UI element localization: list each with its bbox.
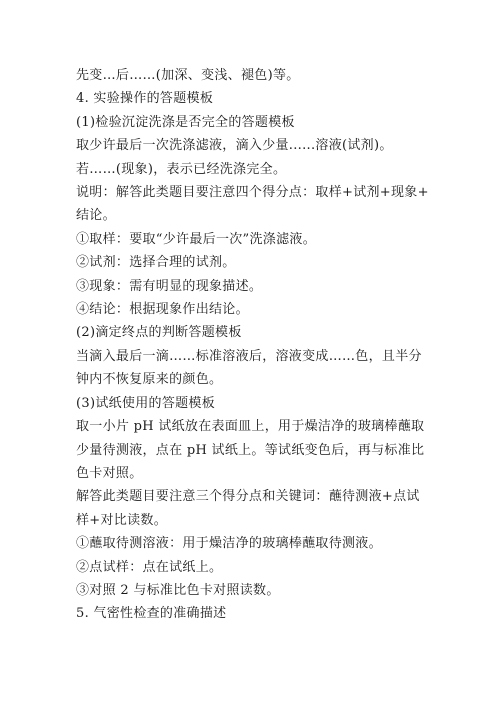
text-line: 说明：解答此类题目要注意四个得分点：取样+试剂+现象+: [76, 185, 429, 201]
text-line: 取少许最后一次洗涤滤液，滴入少量......溶液(试剂)。: [76, 138, 393, 154]
text-line: 先变…后……(加深、变浅、褪色)等。: [76, 68, 300, 83]
subsection-heading: (1)检验沉淀洗涤是否完全的答题模板: [76, 114, 295, 130]
text-line: 取一小片 pH 试纸放在表面皿上，用于燥洁净的玻璃棒蘸取: [76, 419, 425, 435]
list-item: ④结论：根据现象作出结论。: [76, 302, 249, 318]
text-line: 钟内不恢复原来的颜色。: [76, 372, 223, 388]
list-item: ①取样：要取“少许最后一次”洗涤滤液。: [76, 231, 316, 247]
list-item: ②点试样：点在试纸上。: [76, 559, 223, 575]
text-line: 解答此类题目要注意三个得分点和关键词：蘸待测液+点试: [76, 489, 420, 505]
list-item: ③对照 2 与标准比色卡对照读数。: [76, 582, 280, 598]
text-line: 样+对比读数。: [76, 512, 167, 528]
text-line: 结论。: [76, 208, 116, 224]
list-item: ②试剂：选择合理的试剂。: [76, 255, 236, 271]
document-body: [76, 64, 432, 626]
section-heading: 5. 气密性检查的准确描述: [76, 606, 227, 622]
text-line: 色卡对照。: [76, 465, 143, 481]
text-line: 当滴入最后一滴……标准溶液后，溶液变成……色，且半分: [76, 348, 422, 364]
section-heading: 4. 实验操作的答题模板: [76, 91, 214, 107]
text-line: 少量待测液，点在 pH 试纸上。等试纸变色后，再与标准比: [76, 442, 425, 458]
list-item: ①蘸取待测溶液：用于燥洁净的玻璃棒蘸取待测液。: [76, 536, 382, 552]
subsection-heading: (2)滴定终点的判断答题模板: [76, 325, 242, 341]
text-line: 若……(现象)，表示已经洗涤完全。: [76, 161, 287, 177]
list-item: ③现象：需有明显的现象描述。: [76, 278, 263, 294]
subsection-heading: (3)试纸使用的答题模板: [76, 395, 216, 411]
